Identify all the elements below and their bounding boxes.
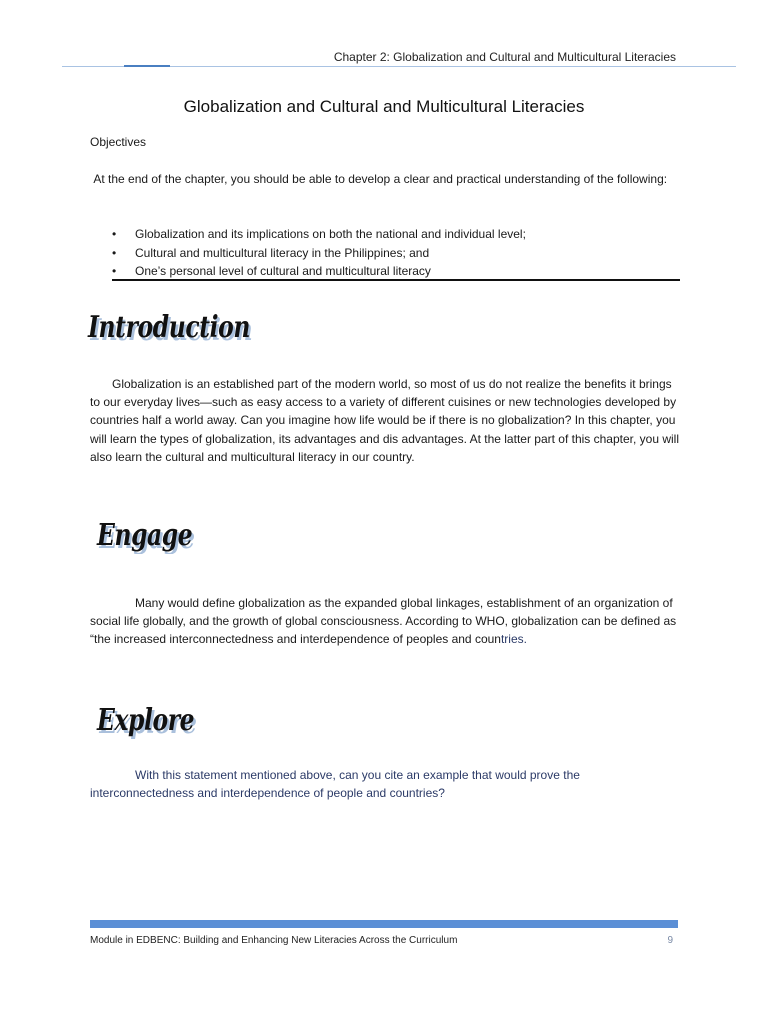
bullet-icon: • xyxy=(112,227,117,241)
objectives-list xyxy=(90,225,680,281)
objective-item xyxy=(90,262,680,281)
footer-module-text: Module in EDBENC: Building and Enhancing New Literacies Across the Curriculum xyxy=(90,935,458,946)
explore-paragraph: With this statement mentioned above, can you cite an example that would prove the interconnectedness and interdependence of people and countries? xyxy=(90,768,580,801)
bullet-icon: • xyxy=(112,264,117,278)
objectives-divider xyxy=(112,279,680,281)
objectives-label: Objectives xyxy=(90,135,147,149)
objective-text: Cultural and multicultural literacy in the Philippines; and xyxy=(135,245,430,260)
objective-item xyxy=(90,225,680,244)
engage-text-tail: tries. xyxy=(500,632,527,647)
objectives-intro xyxy=(90,170,680,188)
footer-bar xyxy=(90,920,678,928)
objective-item xyxy=(90,244,680,263)
objectives-intro-text: At the end of the chapter, you should be able to develop a clear and practical understanding of the following: xyxy=(93,172,668,186)
introduction-heading: Introduction xyxy=(88,310,250,345)
objective-text: Globalization and its implications on both the national and individual level; xyxy=(135,227,526,241)
engage-heading: Engage xyxy=(97,518,193,553)
chapter-header-title: Chapter 2: Globalization and Cultural and Multicultural Literacies xyxy=(333,50,676,64)
page-header xyxy=(0,0,768,70)
explore-heading: Explore xyxy=(97,703,195,738)
engage-paragraph xyxy=(90,594,680,649)
header-rule-accent xyxy=(124,65,170,67)
engage-text: Many would define globalization as the expanded global linkages, establishment of an organization of social life globally, and the growth of global consciousness. According to WHO, globalization can be defined as “the increased interconnectedness and interdependence of peoples and coun xyxy=(90,596,677,647)
page-number: 9 xyxy=(667,935,673,946)
bullet-icon: • xyxy=(112,245,117,260)
document-title: Globalization and Cultural and Multicultural Literacies xyxy=(183,97,585,116)
introduction-paragraph: Globalization is an established part of the modern world, so most of us do not realize the benefits it brings to our everyday lives—such as easy access to a variety of different cuisines or new technologies developed by countries half a world away. Can you imagine how life would be if there is no globalization? In this chapter, you will learn the types of globalization, its advantages and dis advantages. At the latter part of this chapter, you will also learn the cultural and multicultural literacy in our country. xyxy=(90,377,680,464)
objective-text: One’s personal level of cultural and multicultural literacy xyxy=(135,264,431,278)
